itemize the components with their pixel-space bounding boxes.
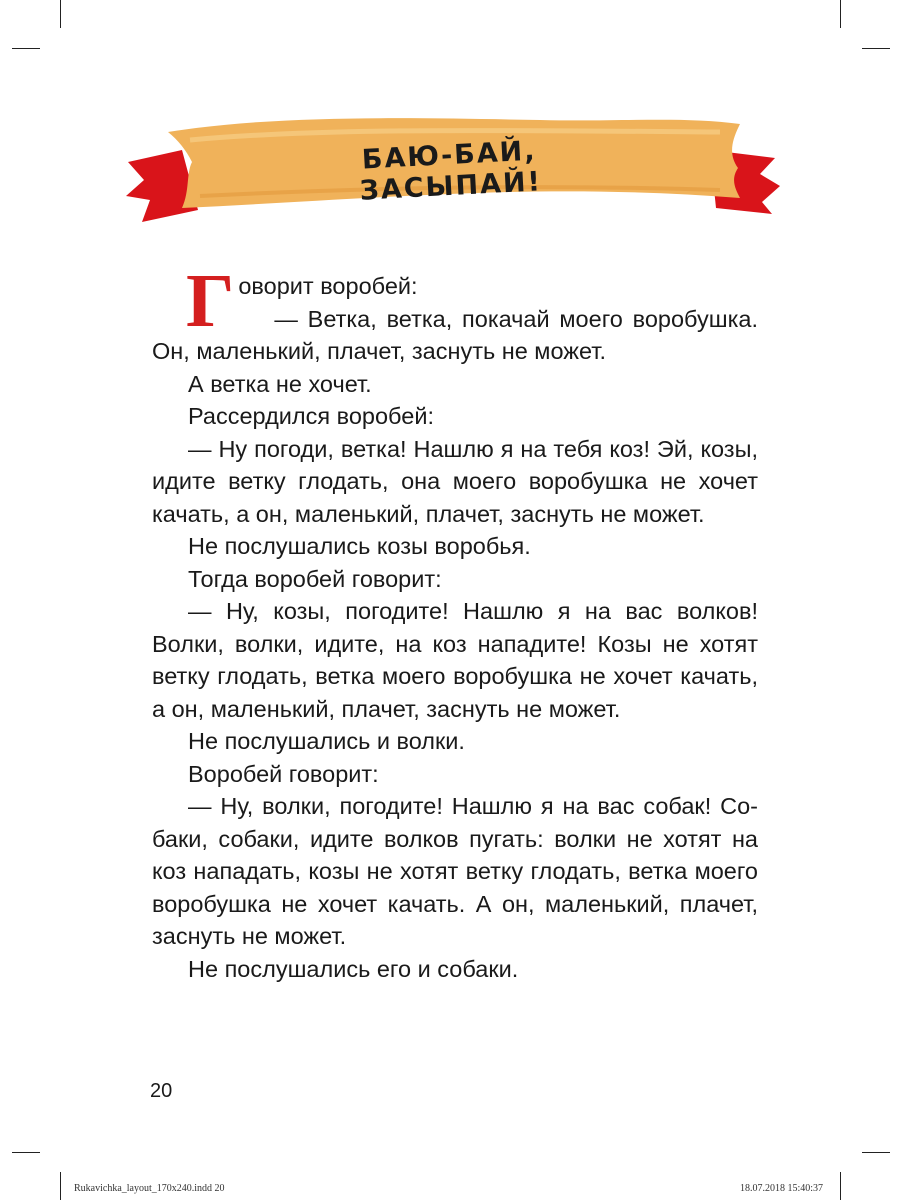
story-paragraph: Воробей говорит: bbox=[188, 760, 379, 787]
story-paragraph: А ветка не хочет. bbox=[188, 370, 372, 397]
crop-mark bbox=[840, 0, 841, 28]
drop-cap: Г bbox=[186, 259, 235, 343]
crop-mark bbox=[60, 0, 61, 28]
story-paragraph: Не послушались его и собаки. bbox=[188, 955, 519, 982]
story-paragraph: — Ну погоди, ветка! Нашлю я на тебя коз! Эй, козы, идите ветку глодать, она моего воробушка не хочет качать, а он, маленький, плачет, заснуть не может. bbox=[152, 435, 758, 527]
story-paragraph: Не послушались и волки. bbox=[188, 728, 465, 754]
story-paragraph: Рассердился воробей: bbox=[188, 403, 434, 429]
crop-mark bbox=[60, 1172, 61, 1200]
story-paragraph: — Ветка, ветка, покачай моего воробушка. Он, маленький, плачет, заснуть не может. bbox=[152, 305, 758, 364]
story-paragraph: — Ну, козы, погодите! Нашлю я на вас волков! Волки, волки, идите, на коз нападите! Козы не хотят ветку глодать, ветка моего воробушка не хочет качать, а он, маленький, плачет, заснуть не может. bbox=[152, 598, 758, 722]
crop-mark bbox=[862, 1152, 890, 1153]
story-text bbox=[152, 259, 758, 985]
page-title: БАЮ-БАЙ, ЗАСЫПАЙ! bbox=[358, 135, 543, 207]
slug-timestamp: 18.07.2018 15:40:37 bbox=[740, 1183, 824, 1194]
crop-mark bbox=[862, 48, 890, 49]
crop-mark bbox=[12, 1152, 40, 1153]
title-banner bbox=[120, 110, 780, 235]
story-paragraph: Не послушались козы воробья. bbox=[188, 533, 531, 559]
first-paragraph-text: оворит воробей: bbox=[238, 273, 418, 299]
crop-mark bbox=[12, 48, 40, 49]
slug-file-name: Rukavichka_layout_170x240.indd 20 bbox=[74, 1183, 225, 1194]
crop-mark bbox=[840, 1172, 841, 1200]
left-ribbon-tail bbox=[126, 150, 198, 222]
story-paragraph: Тогда воробей говорит: bbox=[188, 565, 442, 592]
story-paragraph: — Ну, волки, погодите! Нашлю я на вас собак! Собаки, собаки, идите волков пугать: волки не хотят на коз нападать, козы не хотят ветку глодать, ветка моего воробушка не хочет качать. А он, маленький, плачет, заснуть не может. bbox=[152, 793, 758, 949]
page-number: 20 bbox=[150, 1080, 173, 1102]
